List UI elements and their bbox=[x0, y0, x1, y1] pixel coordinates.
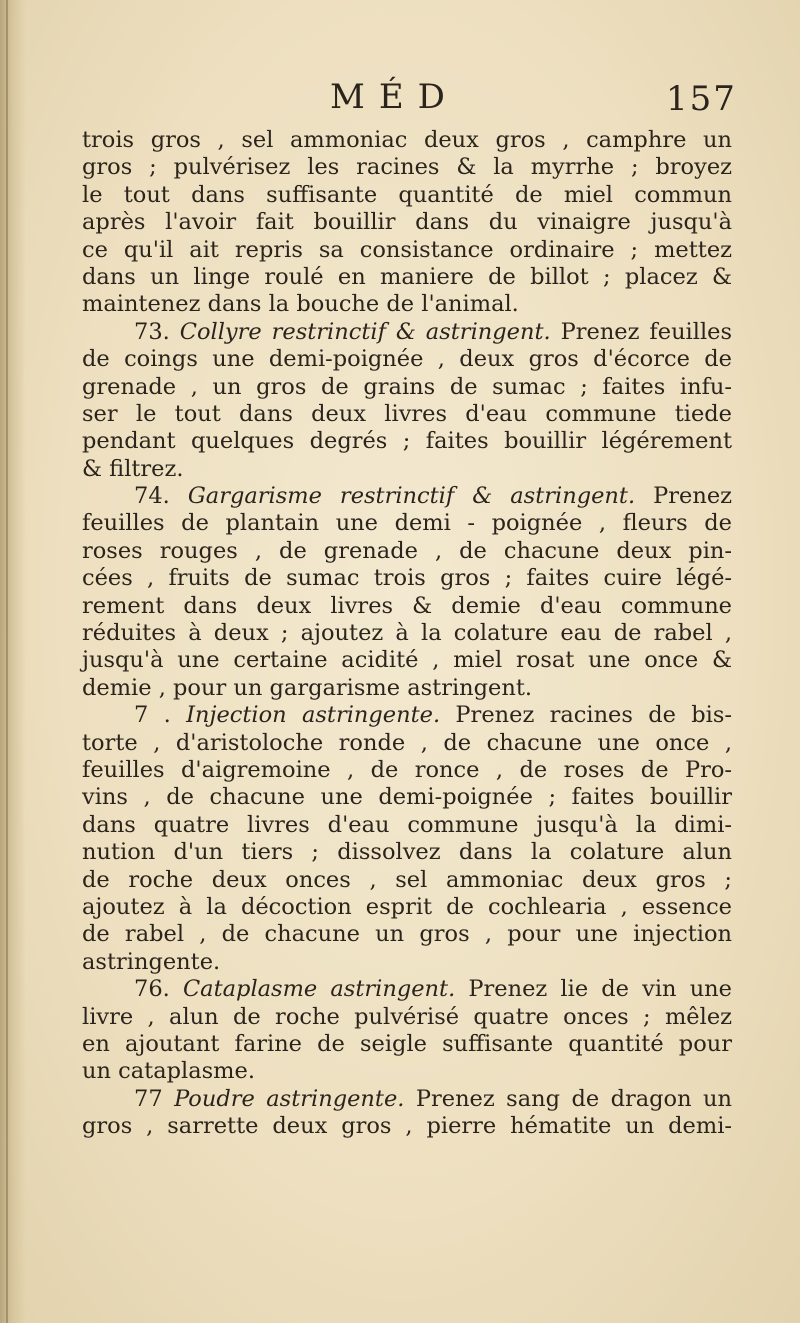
line-text: ser le tout dans deux livres d'eau commune tiede bbox=[82, 400, 732, 427]
text-line bbox=[82, 675, 732, 702]
text-line bbox=[82, 401, 732, 428]
text-line bbox=[82, 182, 732, 209]
line-text: roses rouges , de grenade , de chacune deux pin- bbox=[82, 537, 732, 564]
line-text: Prenez feuilles bbox=[560, 318, 733, 345]
text-line bbox=[82, 565, 732, 592]
text-line bbox=[82, 784, 732, 811]
line-text: cées , fruits de sumac trois gros ; faites cuire légé- bbox=[82, 565, 732, 592]
line-text: maintenez dans la bouche de l'animal. bbox=[82, 291, 519, 318]
recipe-heading-line bbox=[82, 319, 732, 346]
text-line bbox=[82, 209, 732, 236]
text-line bbox=[82, 730, 732, 757]
line-text: gros ; pulvérisez les racines & la myrrhe ; broyez bbox=[82, 154, 732, 181]
recipe-heading-line bbox=[82, 1086, 732, 1113]
recipe-heading-line bbox=[82, 976, 732, 1003]
line-text: trois gros , sel ammoniac deux gros , camphre un bbox=[82, 127, 732, 153]
line-text: jusqu'à une certaine acidité , miel rosat une once & bbox=[82, 647, 732, 674]
line-text: gros , sarrette deux gros , pierre hématite un demi- bbox=[82, 1113, 732, 1140]
line-text: de coings une demi-poignée , deux gros d'écorce de bbox=[82, 346, 732, 373]
line-text: feuilles d'aigremoine , de ronce , de roses de Pro- bbox=[82, 756, 732, 783]
text-line bbox=[82, 154, 732, 181]
text-line bbox=[82, 264, 732, 291]
line-text: & filtrez. bbox=[82, 455, 184, 482]
text-line bbox=[82, 593, 732, 620]
gutter-line bbox=[6, 0, 8, 1323]
text-line bbox=[82, 538, 732, 565]
line-text: ajoutez à la décoction esprit de cochlearia , essence bbox=[82, 893, 732, 920]
text-line bbox=[82, 291, 732, 318]
line-text: un cataplasme. bbox=[82, 1058, 255, 1085]
text-line bbox=[82, 456, 732, 483]
page-header bbox=[0, 72, 800, 122]
text-line bbox=[82, 867, 732, 894]
line-text: Prenez racines de bis- bbox=[455, 702, 732, 729]
recipe-number: 73. bbox=[134, 318, 170, 345]
line-text: grenade , un gros de grains de sumac ; faites infu- bbox=[82, 373, 732, 400]
text-line bbox=[82, 812, 732, 839]
recipe-number: 77 bbox=[134, 1085, 163, 1112]
line-text: après l'avoir fait bouillir dans du vinaigre jusqu'à bbox=[82, 209, 732, 236]
binding-gutter bbox=[0, 0, 26, 1323]
line-text: de rabel , de chacune un gros , pour une injection bbox=[82, 921, 732, 948]
text-line bbox=[82, 1004, 732, 1031]
recipe-number: 76. bbox=[134, 976, 170, 1003]
line-text: Prenez bbox=[653, 483, 732, 510]
recipe-number: 7 . bbox=[134, 702, 171, 729]
recipe-heading-line bbox=[82, 702, 732, 729]
line-text: rement dans deux livres & demie d'eau commune bbox=[82, 592, 732, 619]
text-line bbox=[82, 510, 732, 537]
text-line bbox=[82, 949, 732, 976]
body-text bbox=[82, 127, 732, 1140]
page-number: 157 bbox=[666, 79, 737, 119]
recipe-heading-line bbox=[82, 483, 732, 510]
text-line bbox=[82, 1031, 732, 1058]
text-line bbox=[82, 1058, 732, 1085]
text-line bbox=[82, 757, 732, 784]
line-text: demie , pour un gargarisme astringent. bbox=[82, 674, 533, 701]
line-text: vins , de chacune une demi-poignée ; faites bouillir bbox=[82, 784, 732, 811]
line-text: pendant quelques degrés ; faites bouillir légérement bbox=[82, 428, 732, 455]
recipe-title: Injection astringente. bbox=[186, 702, 441, 729]
line-text: torte , d'aristoloche ronde , de chacune une once , bbox=[82, 729, 732, 756]
text-line bbox=[82, 428, 732, 455]
text-line bbox=[82, 346, 732, 373]
line-text: livre , alun de roche pulvérisé quatre onces ; mêlez bbox=[82, 1003, 732, 1030]
line-text: feuilles de plantain une demi - poignée , fleurs de bbox=[82, 510, 732, 537]
running-head: MÉD bbox=[330, 77, 459, 117]
recipe-number: 74. bbox=[134, 483, 170, 510]
line-text: astringente. bbox=[82, 948, 221, 975]
line-text: en ajoutant farine de seigle suffisante quantité pour bbox=[82, 1030, 732, 1057]
recipe-title: Cataplasme astringent. bbox=[182, 976, 456, 1003]
line-text: dans quatre livres d'eau commune jusqu'à la dimi- bbox=[82, 811, 732, 838]
line-text: réduites à deux ; ajoutez à la colature eau de rabel , bbox=[82, 620, 732, 647]
recipe-title: Poudre astringente. bbox=[174, 1085, 405, 1112]
line-text: ce qu'il ait repris sa consistance ordinaire ; mettez bbox=[82, 236, 732, 263]
text-line bbox=[82, 127, 732, 154]
text-line bbox=[82, 921, 732, 948]
line-text: Prenez sang de dragon un bbox=[415, 1085, 733, 1112]
text-line bbox=[82, 1113, 732, 1140]
text-line bbox=[82, 237, 732, 264]
text-line bbox=[82, 839, 732, 866]
line-text: de roche deux onces , sel ammoniac deux gros ; bbox=[82, 866, 732, 893]
text-line bbox=[82, 647, 732, 674]
text-line bbox=[82, 894, 732, 921]
recipe-title: Gargarisme restrinctif & astringent. bbox=[187, 483, 636, 510]
line-text: Prenez lie de vin une bbox=[468, 976, 732, 1003]
text-line bbox=[82, 374, 732, 401]
text-line bbox=[82, 620, 732, 647]
line-text: le tout dans suffisante quantité de miel commun bbox=[82, 181, 732, 208]
line-text: dans un linge roulé en maniere de billot ; placez & bbox=[82, 263, 732, 290]
line-text: nution d'un tiers ; dissolvez dans la colature alun bbox=[82, 839, 732, 866]
recipe-title: Collyre restrinctif & astringent. bbox=[179, 318, 551, 345]
